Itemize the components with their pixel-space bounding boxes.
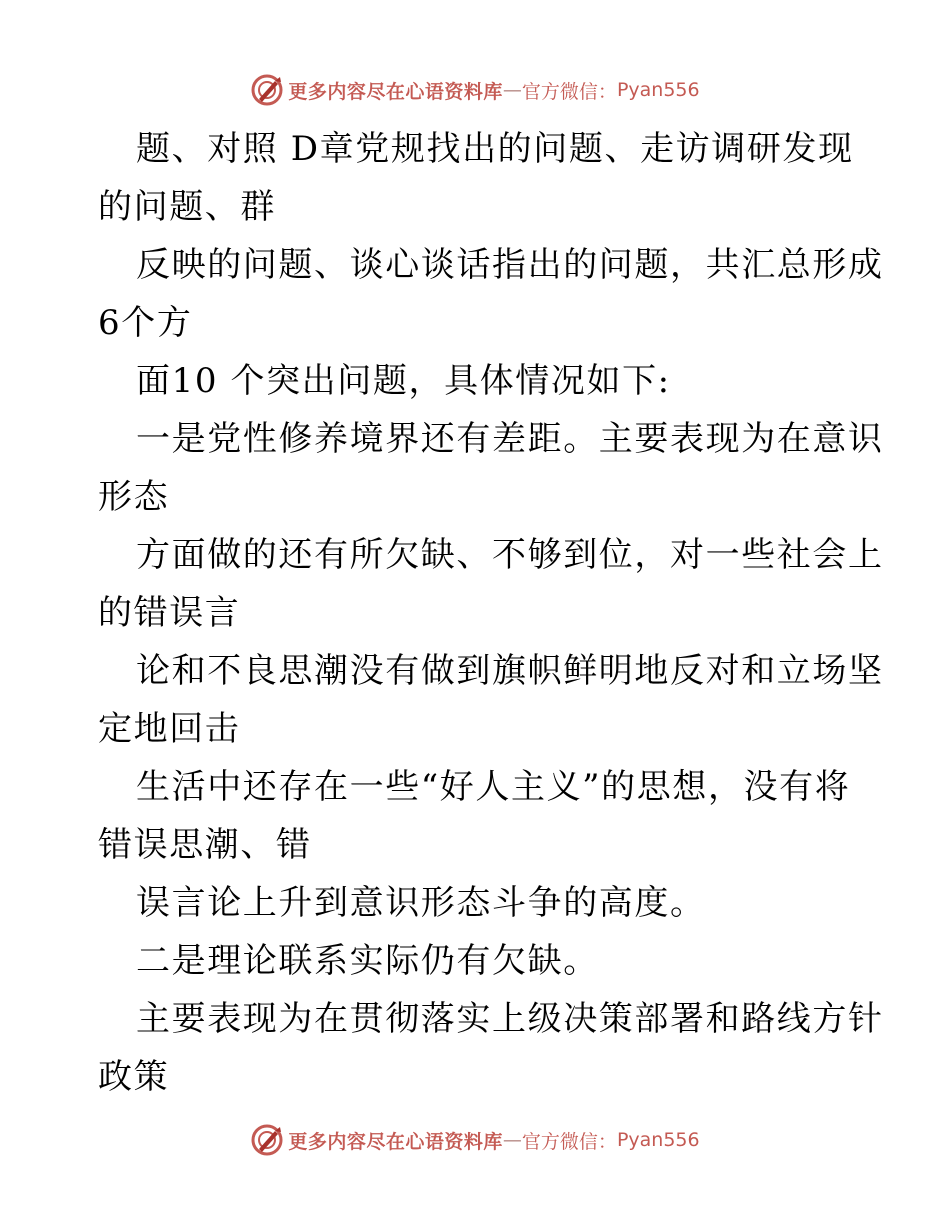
text-line: 误言论上升到意识形态斗争的高度。 — [136, 883, 706, 923]
text-line: 定地回击 — [98, 709, 241, 749]
text-line: 生活中还存在一些“好人主义”的思想，没有将 — [136, 767, 851, 807]
banner-wechat-label: 官方微信： — [521, 80, 617, 103]
text-line: 6个方 — [98, 303, 193, 343]
text-line: 题、对照 D章党规找出的问题、走访调研发现 — [136, 129, 854, 169]
text-line: 错误思潮、错 — [98, 825, 312, 865]
banner-separator: — — [502, 79, 522, 101]
text-line: 主要表现为在贯彻落实上级决策部署和路线方针 — [136, 999, 884, 1039]
text-line: 的错误言 — [98, 593, 241, 633]
text-line: 反映的问题、谈心谈话指出的问题，共汇总形成 — [136, 245, 884, 285]
text-line: 面10 个突出问题，具体情况如下: — [136, 361, 671, 401]
banner-title: 更多内容尽在心语资料库 — [288, 1130, 503, 1153]
text-line: 方面做的还有所欠缺、不够到位，对一些社会上 — [136, 535, 884, 575]
header-watermark-banner — [0, 70, 950, 110]
banner-separator: — — [502, 1129, 522, 1151]
banner-wechat-id: Pyan556 — [616, 1129, 700, 1151]
text-line: 的问题、群 — [98, 187, 276, 227]
document-body — [98, 120, 884, 1106]
text-line: 二是理论联系实际仍有欠缺。 — [136, 941, 599, 981]
banner-wechat-label: 官方微信： — [521, 1130, 617, 1153]
brand-logo-icon — [250, 73, 284, 107]
text-line: 形态 — [98, 477, 170, 517]
banner-wechat-id: Pyan556 — [616, 79, 700, 101]
banner-title: 更多内容尽在心语资料库 — [288, 80, 503, 103]
text-line: 一是党性修养境界还有差距。主要表现为在意识 — [136, 419, 884, 459]
text-line: 政策 — [98, 1057, 170, 1097]
footer-watermark-banner — [0, 1120, 950, 1160]
brand-logo-icon — [250, 1123, 284, 1157]
text-line: 论和不良思潮没有做到旗帜鲜明地反对和立场坚 — [136, 651, 884, 691]
